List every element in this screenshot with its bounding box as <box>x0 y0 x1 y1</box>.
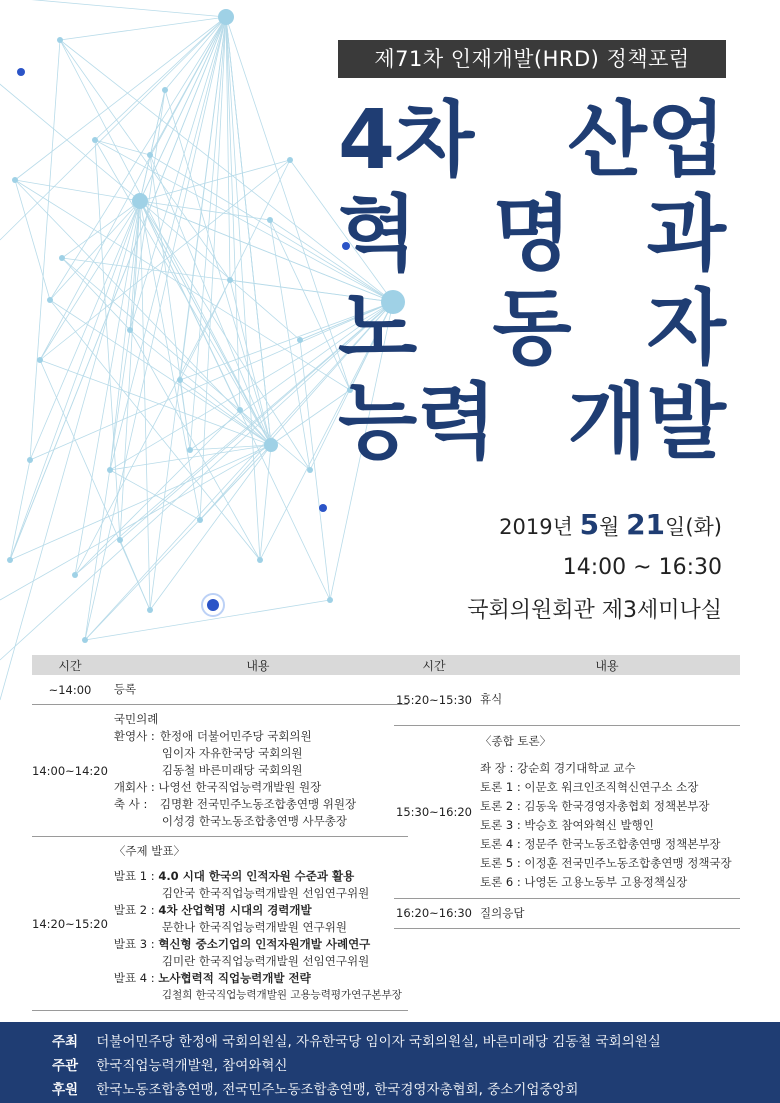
talk-speaker: 김안국 한국직업능력개발원 선임연구위원 <box>161 886 370 900</box>
network-node <box>264 438 278 452</box>
glow-node-top <box>17 68 25 76</box>
talk-title: 발표 3 : 혁신형 중소기업의 인적자원개발 사례연구 <box>113 937 371 951</box>
title-word: 동 <box>492 281 572 376</box>
title-word: 자 <box>646 281 726 376</box>
date-month-unit: 월 <box>599 515 620 539</box>
network-node <box>147 152 153 158</box>
header-time: 시간 <box>32 655 108 675</box>
table-row <box>394 725 740 898</box>
panel-line: 토론 6 : 나영돈 고용노동부 고용정책실장 <box>480 874 688 889</box>
table-row <box>32 705 408 837</box>
table-row <box>394 898 740 928</box>
welcome-line: 김동철 바른미래당 국회의원 <box>161 763 303 777</box>
title-word: 과 <box>646 187 726 282</box>
footer-sponsor <box>52 1078 578 1098</box>
forum-label: 제71차 인재개발(HRD) 정책포럼 <box>338 40 726 78</box>
row-content: 휴식 <box>474 675 740 725</box>
table-row <box>32 837 408 1011</box>
sponsor-value: 한국노동조합총연맹, 전국민주노동조합총연맹, 한국경영자총협회, 중소기업중앙회 <box>96 1082 579 1098</box>
network-node <box>82 637 88 643</box>
title-line-4 <box>338 375 726 470</box>
date-day: 21 <box>626 508 666 541</box>
network-node <box>327 597 333 603</box>
talk-title: 발표 1 : 4.0 시대 한국의 인적자원 수준과 활용 <box>113 869 355 883</box>
network-node <box>37 357 43 363</box>
row-time: ~14:00 <box>32 675 108 705</box>
date-day-unit: 일(화) <box>665 515 722 539</box>
network-node <box>72 572 78 578</box>
sponsor-label: 후원 <box>52 1082 79 1098</box>
talk-title: 발표 2 : 4차 산업혁명 시대의 경력개발 <box>113 903 312 917</box>
congrats-line: 축 사 : 김명환 전국민주노동조합총연맹 위원장 <box>113 797 357 811</box>
row-content: 질의응답 <box>474 898 740 928</box>
host-label: 주최 <box>52 1034 79 1050</box>
talk-speaker: 문한나 한국직업능력개발원 연구위원 <box>161 920 347 934</box>
title-word: 능력 <box>338 375 497 470</box>
event-venue: 국회의원회관 제3세미나실 <box>467 598 722 623</box>
table-header-row <box>32 655 408 675</box>
title-word: 개발 <box>567 375 726 470</box>
glow-node-mid <box>319 504 327 512</box>
presentation-header: 〈주제 발표〉 <box>113 844 186 858</box>
congrats-line: 이성경 한국노동조합총연맹 사무총장 <box>161 814 347 828</box>
row-content <box>108 705 408 837</box>
title-word: 4차 <box>338 93 475 188</box>
network-node <box>127 327 133 333</box>
event-date <box>499 508 722 541</box>
network-node <box>92 137 98 143</box>
network-node <box>162 87 168 93</box>
row-time: 15:30~16:20 <box>394 725 474 898</box>
talk-speaker: 김미란 한국직업능력개발원 선임연구위원 <box>161 954 370 968</box>
row-time: 15:20~15:30 <box>394 675 474 725</box>
panel-line: 토론 1 : 이문호 워크인조직혁신연구소 소장 <box>480 779 699 794</box>
network-node <box>27 457 33 463</box>
panel-line: 토론 5 : 이정훈 전국민주노동조합총연맹 정책국장 <box>480 855 732 870</box>
title-word: 노 <box>338 281 418 376</box>
network-node <box>307 467 313 473</box>
title-word: 산업 <box>567 93 726 188</box>
panel-line: 토론 3 : 박승호 참여와혁신 발행인 <box>480 817 654 832</box>
network-node <box>12 177 18 183</box>
title-word: 혁 <box>338 187 418 282</box>
row-time: 14:20~15:20 <box>32 837 108 1011</box>
network-node <box>187 447 193 453</box>
title-line-2 <box>338 187 726 282</box>
row-content <box>108 837 408 1011</box>
schedule-table-right <box>394 655 740 929</box>
network-node <box>117 537 123 543</box>
footer-organizer <box>52 1054 287 1074</box>
network-node <box>47 297 53 303</box>
row-content: 등록 <box>108 675 408 705</box>
welcome-line: 임이자 자유한국당 국회의원 <box>161 746 303 760</box>
network-node <box>227 277 233 283</box>
ceremony-title: 국민의례 <box>113 712 159 726</box>
network-node <box>7 557 13 563</box>
header-content: 내용 <box>474 655 740 675</box>
table-header-row <box>394 655 740 675</box>
header-content: 내용 <box>108 655 408 675</box>
network-node <box>147 607 153 613</box>
network-node <box>59 255 65 261</box>
panel-line: 토론 4 : 정문주 한국노동조합총연맹 정책본부장 <box>480 836 721 851</box>
talk-speaker: 김철희 한국직업능력개발원 고용능력평가연구본부장 <box>161 989 402 1001</box>
welcome-line: 환영사 : 한정애 더불어민주당 국회의원 <box>113 729 312 743</box>
opening-line: 개회사 : 나영선 한국직업능력개발원 원장 <box>113 780 322 794</box>
talk-title: 발표 4 : 노사협력적 직업능력개발 전략 <box>113 971 311 985</box>
network-node <box>297 337 303 343</box>
date-year: 2019년 <box>499 515 573 539</box>
network-node <box>177 377 183 383</box>
title-line-1 <box>338 93 726 188</box>
title-line-3 <box>338 281 726 376</box>
table-row <box>394 675 740 725</box>
network-node <box>107 467 113 473</box>
footer-host <box>52 1030 661 1050</box>
organizer-value: 한국직업능력개발원, 참여와혁신 <box>96 1058 288 1074</box>
chair-line: 좌 장 : 강순희 경기대학교 교수 <box>480 760 636 775</box>
footer-credits <box>0 1022 780 1103</box>
discussion-header: 〈종합 토론〉 <box>480 733 552 748</box>
date-month: 5 <box>579 508 600 541</box>
network-node <box>132 193 148 209</box>
row-content <box>474 725 740 898</box>
schedule-table-left <box>32 655 408 1011</box>
network-node <box>257 557 263 563</box>
network-node <box>287 157 293 163</box>
table-row <box>32 675 408 705</box>
header-time: 시간 <box>394 655 474 675</box>
network-node <box>197 517 203 523</box>
network-node <box>267 217 273 223</box>
row-time: 14:00~14:20 <box>32 705 108 837</box>
row-time: 16:20~16:30 <box>394 898 474 928</box>
title-word: 명 <box>492 187 572 282</box>
panel-line: 토론 2 : 김동욱 한국경영자총협회 정책본부장 <box>480 798 710 813</box>
network-node <box>218 9 234 25</box>
host-value: 더불어민주당 한정애 국회의원실, 자유한국당 임이자 국회의원실, 바른미래당 김동철 국회의원실 <box>96 1034 661 1050</box>
network-node <box>57 37 63 43</box>
network-node <box>237 407 243 413</box>
event-time: 14:00 ~ 16:30 <box>562 555 722 580</box>
organizer-label: 주관 <box>52 1058 79 1074</box>
glow-node-left <box>207 599 219 611</box>
